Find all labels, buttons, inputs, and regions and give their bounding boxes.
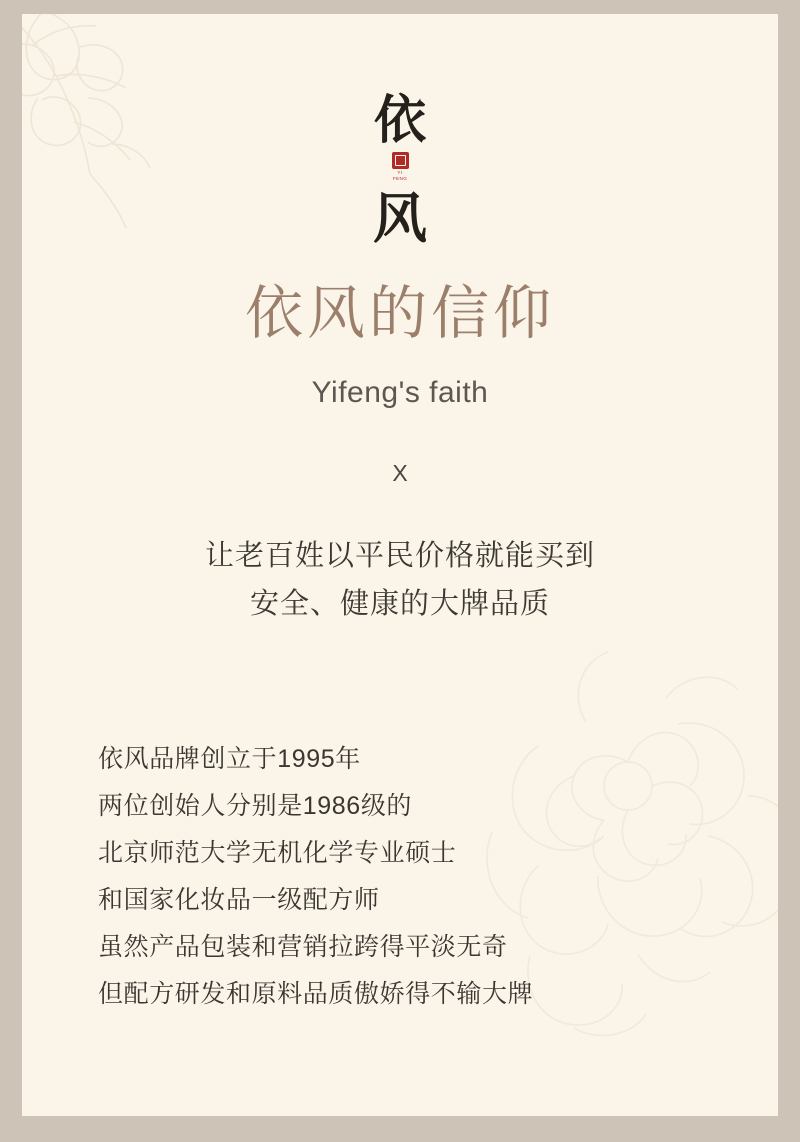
body-copy-block — [98, 736, 718, 1018]
logo-stack — [361, 93, 439, 249]
body-line-1: 依风品牌创立于1995年 — [98, 745, 361, 773]
page-title-cn: 依风的信仰 — [244, 281, 555, 346]
slogan-block — [22, 532, 778, 628]
logo-seal — [387, 152, 413, 182]
slogan-line-1: 让老百姓以平民价格就能买到 — [204, 540, 595, 572]
page-title-en: Yifeng's faith — [311, 376, 489, 409]
separator-x: X — [392, 460, 408, 486]
body-line-6: 但配方研发和原料品质傲娇得不输大牌 — [98, 980, 534, 1008]
body-line-4: 和国家化妆品一级配方师 — [98, 886, 380, 914]
seal-text-feng: FENG — [392, 176, 408, 181]
poster-canvas — [22, 14, 778, 1116]
slogan-line-2: 安全、健康的大牌品质 — [249, 588, 550, 620]
logo-char-bottom: 风 — [373, 189, 427, 249]
seal-text-yi: YI — [397, 170, 403, 175]
seal-stamp-icon — [392, 152, 409, 169]
body-line-5: 虽然产品包装和营销拉跨得平淡无奇 — [98, 933, 508, 961]
body-line-3: 北京师范大学无机化学专业硕士 — [98, 839, 457, 867]
logo-char-top: 依 — [373, 93, 426, 150]
body-line-2: 两位创始人分别是1986级的 — [98, 792, 413, 820]
brand-logo — [22, 93, 778, 249]
